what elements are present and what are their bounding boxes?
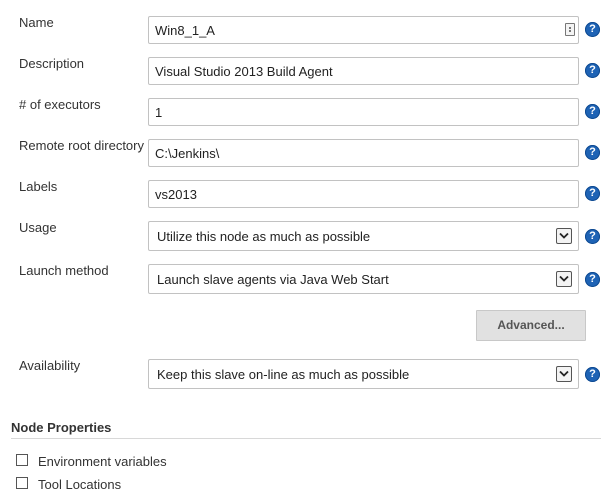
- usage-help-icon[interactable]: ?: [585, 229, 600, 244]
- launch-method-label: Launch method: [19, 263, 109, 278]
- labels-help-icon[interactable]: ?: [585, 186, 600, 201]
- description-help-icon[interactable]: ?: [585, 63, 600, 78]
- remote-root-help-icon[interactable]: ?: [585, 145, 600, 160]
- node-properties-heading: Node Properties: [11, 420, 112, 435]
- description-input[interactable]: [148, 57, 579, 85]
- availability-label: Availability: [19, 358, 81, 373]
- usage-label: Usage: [19, 220, 57, 235]
- section-divider: [11, 438, 601, 439]
- usage-select[interactable]: [148, 221, 579, 251]
- launch-method-selected-value: Launch slave agents via Java Web Start: [157, 272, 389, 287]
- chevron-down-icon[interactable]: [556, 271, 572, 287]
- launch-method-select[interactable]: [148, 264, 579, 294]
- availability-help-icon[interactable]: ?: [585, 367, 600, 382]
- chevron-down-icon[interactable]: [556, 228, 572, 244]
- description-label: Description: [19, 56, 85, 71]
- environment-variables-checkbox[interactable]: [16, 454, 28, 466]
- autofill-icon[interactable]: [565, 23, 575, 36]
- labels-label: Labels: [19, 179, 58, 194]
- availability-select[interactable]: [148, 359, 579, 389]
- name-input[interactable]: [148, 16, 579, 44]
- executors-input[interactable]: [148, 98, 579, 126]
- name-label: Name: [19, 15, 54, 30]
- environment-variables-label[interactable]: Environment variables: [38, 454, 167, 469]
- usage-selected-value: Utilize this node as much as possible: [157, 229, 371, 244]
- executors-help-icon[interactable]: ?: [585, 104, 600, 119]
- tool-locations-label[interactable]: Tool Locations: [38, 477, 122, 492]
- chevron-down-icon[interactable]: [556, 366, 572, 382]
- advanced-button[interactable]: Advanced...: [476, 310, 586, 341]
- launch-method-help-icon[interactable]: ?: [585, 272, 600, 287]
- executors-label: # of executors: [19, 97, 101, 112]
- remote-root-input[interactable]: [148, 139, 579, 167]
- name-help-icon[interactable]: ?: [585, 22, 600, 37]
- labels-input[interactable]: [148, 180, 579, 208]
- tool-locations-checkbox[interactable]: [16, 477, 28, 489]
- availability-selected-value: Keep this slave on-line as much as possible: [157, 367, 410, 382]
- remote-root-label: Remote root directory: [19, 138, 144, 153]
